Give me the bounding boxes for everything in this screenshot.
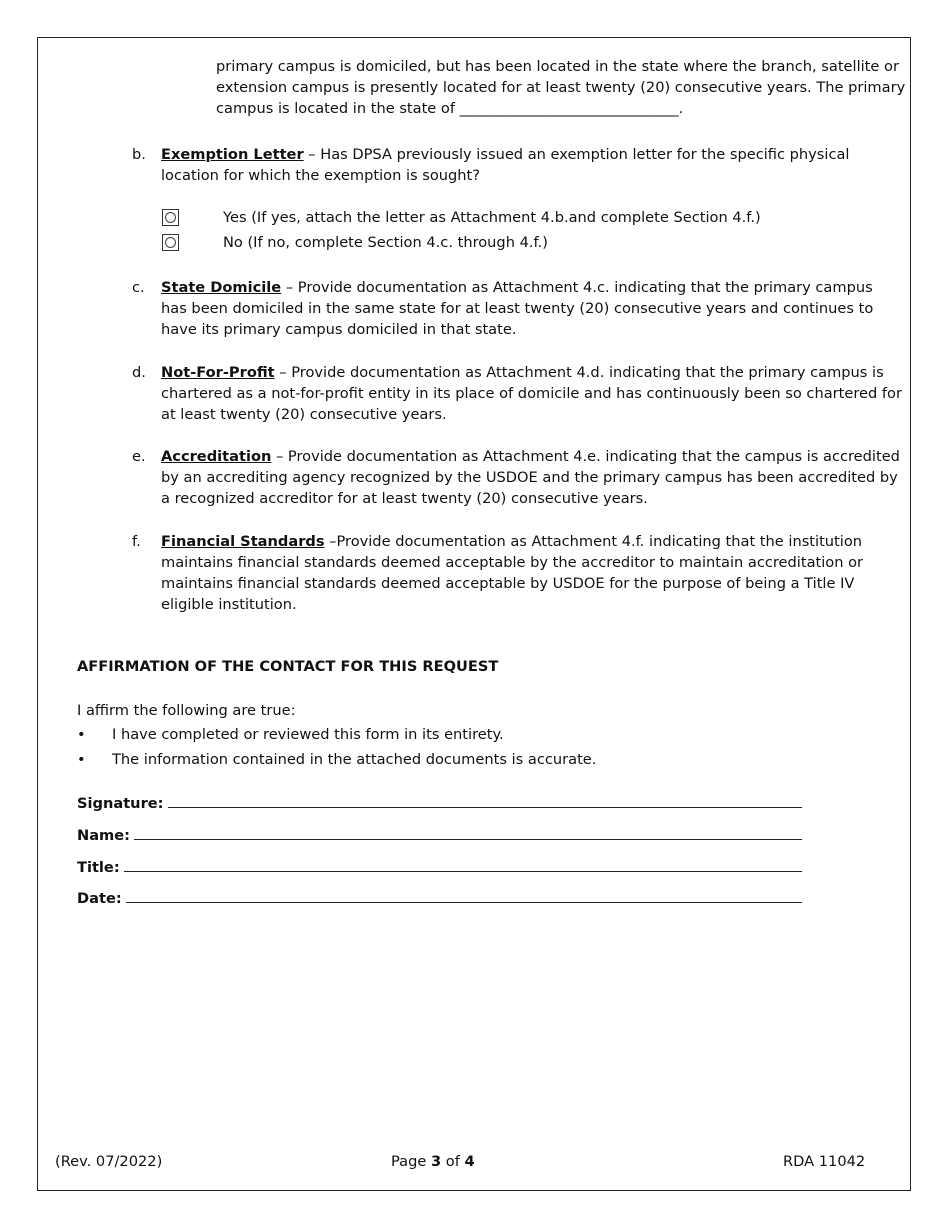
option-yes[interactable] [162, 207, 761, 228]
item-not-for-profit [132, 362, 902, 425]
radio-icon [165, 212, 176, 223]
radio-icon [165, 237, 176, 248]
option-no[interactable] [162, 232, 548, 253]
name-label: Name: [77, 827, 131, 844]
signature-label: Signature: [77, 795, 164, 812]
radio-yes[interactable] [162, 209, 179, 226]
item-marker: e. [132, 448, 146, 465]
revision-date: (Rev. 07/2022) [55, 1153, 163, 1170]
page-current: 3 [430, 1153, 442, 1170]
item-accreditation [132, 446, 902, 509]
bullet-text: I have completed or reviewed this form in its entirety. [112, 726, 504, 743]
item-term: Accreditation [161, 448, 272, 465]
item-state-domicile [132, 277, 902, 340]
page-prefix: Page [391, 1153, 431, 1170]
item-marker: c. [132, 279, 145, 296]
page-number [391, 1153, 475, 1170]
date-field[interactable] [77, 889, 802, 907]
item-term: Not-For-Profit [161, 364, 275, 381]
title-field[interactable] [77, 858, 802, 876]
page-of: of [441, 1153, 465, 1170]
item-text: – Provide documentation as Attachment 4.e. indicating that the campus is accredited by an accrediting agency recognized by the USDOE and the primary campus has been accredited by a recognized accreditor for at least twenty (20) consecutive years. [161, 448, 900, 507]
item-text: – Has DPSA previously issued an exemption letter for the specific physical location for which the exemption is sought? [161, 146, 850, 184]
item-marker: b. [132, 146, 146, 163]
date-line[interactable] [126, 889, 802, 903]
item-text: – Provide documentation as Attachment 4.d. indicating that the primary campus is chartered as a not-for-profit entity in its place of domicile and has continuously been so chartered for at least twenty (20) consecutive years. [161, 364, 902, 423]
list-item [77, 724, 837, 745]
item-marker: d. [132, 364, 146, 381]
bullet-icon: • [77, 726, 86, 743]
bullet-icon: • [77, 751, 86, 768]
signature-field[interactable] [77, 794, 802, 812]
radio-no[interactable] [162, 234, 179, 251]
page-total: 4 [464, 1153, 475, 1170]
date-label: Date: [77, 890, 122, 907]
affirmation-heading: AFFIRMATION OF THE CONTACT FOR THIS REQUEST [77, 658, 499, 675]
item-term: Exemption Letter [161, 146, 304, 163]
name-line[interactable] [134, 826, 802, 840]
item-exemption-letter [132, 144, 902, 186]
item-term: State Domicile [161, 279, 282, 296]
form-id: RDA 11042 [783, 1153, 866, 1170]
item-text: – Provide documentation as Attachment 4.c. indicating that the primary campus has been domiciled in the same state for at least twenty (20) consecutive years and continues to have its primary campus domiciled in that state. [161, 279, 874, 338]
item-text: –Provide documentation as Attachment 4.f. indicating that the institution maintains financial standards deemed acceptable by the accreditor to maintain accreditation or maintains financial standards deemed acceptable by USDOE for the purpose of being a Title IV eligible institution. [161, 533, 864, 613]
signature-line[interactable] [168, 794, 803, 808]
option-yes-label: Yes (If yes, attach the letter as Attachment 4.b.and complete Section 4.f.) [223, 209, 761, 226]
name-field[interactable] [77, 826, 802, 844]
item-term: Financial Standards [161, 533, 325, 550]
item-marker: f. [132, 533, 141, 550]
option-no-label: No (If no, complete Section 4.c. through 4.f.) [223, 234, 548, 251]
item-financial-standards [132, 531, 902, 615]
bullet-text: The information contained in the attached documents is accurate. [112, 751, 597, 768]
title-line[interactable] [124, 858, 802, 872]
continuation-paragraph: primary campus is domiciled, but has been located in the state where the branch, satellite or extension campus is presently located for at least twenty (20) consecutive years. The primary campus is located in the state of ______________________________. [216, 58, 906, 117]
list-item [77, 749, 837, 770]
title-label: Title: [77, 859, 120, 876]
affirmation-intro: I affirm the following are true: [77, 702, 296, 719]
